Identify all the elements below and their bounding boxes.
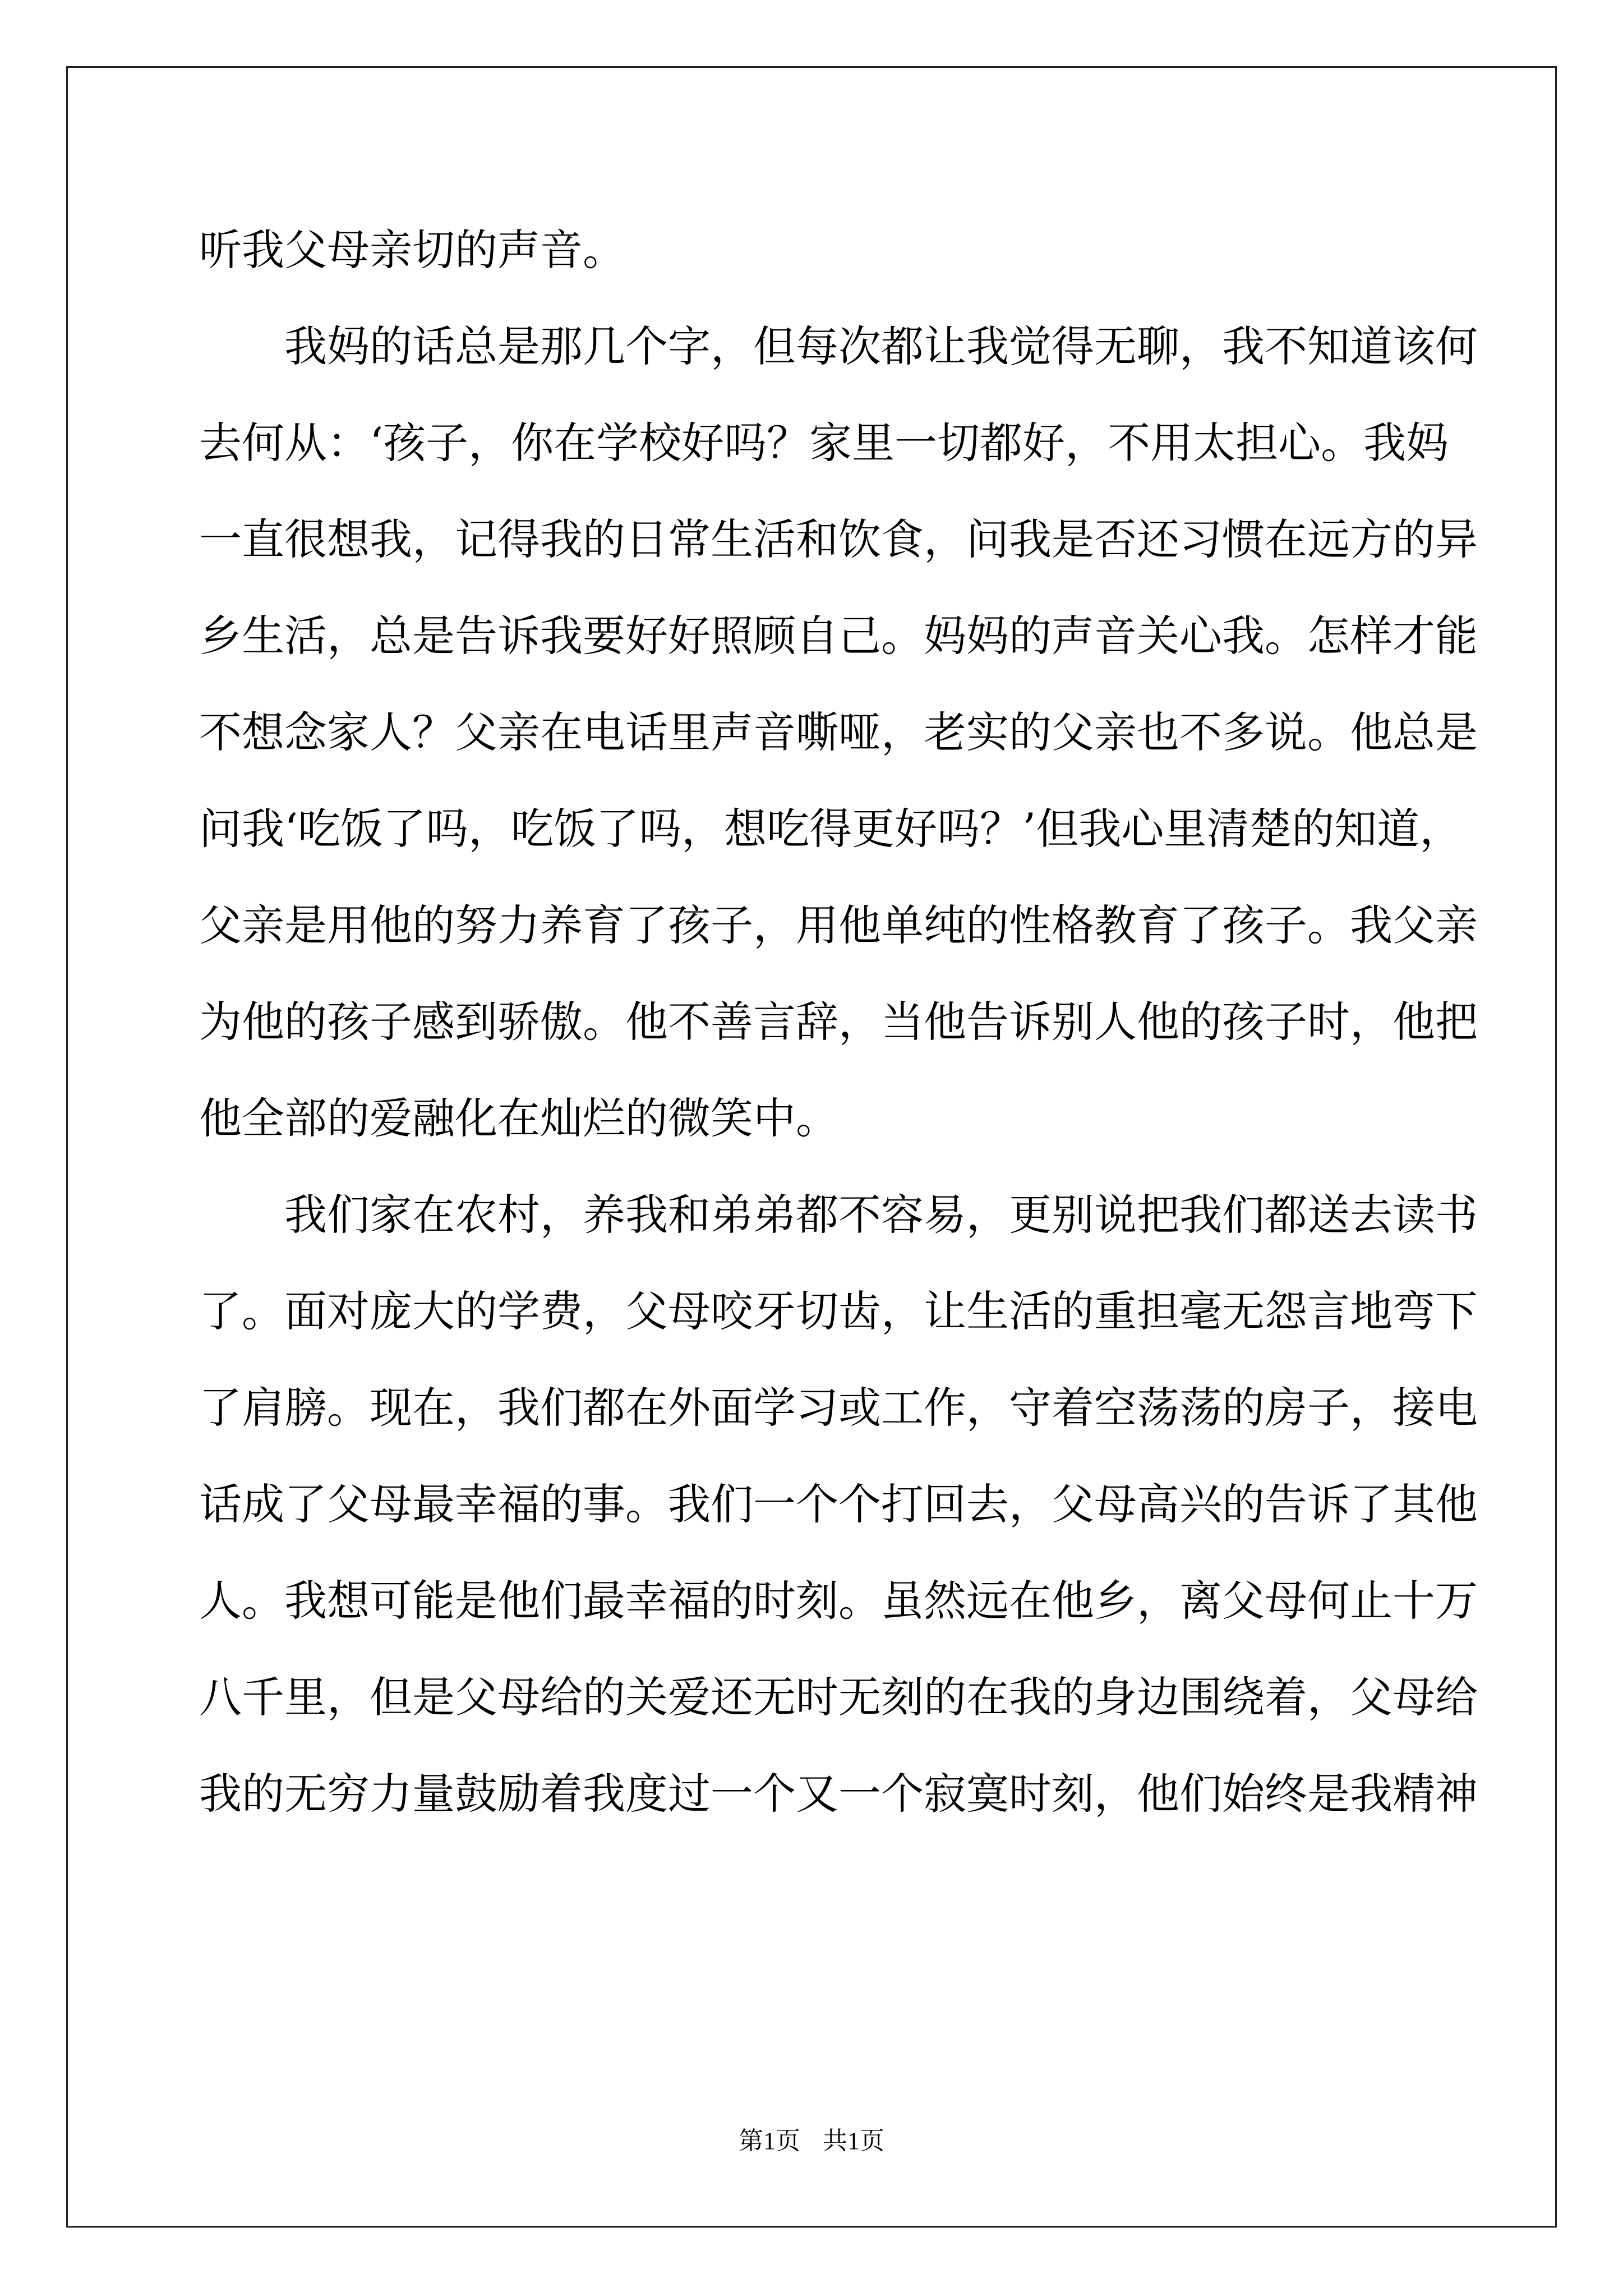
text-line: 了肩膀。现在，我们都在外面学习或工作，守着空荡荡的房子，接电 <box>199 1383 1478 1433</box>
page-total: 共1页 <box>823 2127 884 2155</box>
text-line: 一直很想我，记得我的日常生活和饮食，问我是否还习惯在远方的异 <box>199 514 1478 564</box>
text-line: 父亲是用他的努力养育了孩子，用他单纯的性格教育了孩子。我父亲 <box>199 900 1478 950</box>
text-line: 我的无穷力量鼓励着我度过一个又一个寂寞时刻，他们始终是我精神 <box>199 1769 1478 1819</box>
page-footer <box>0 2120 1623 2156</box>
text-line: 他全部的爱融化在灿烂的微笑中。 <box>199 1093 838 1143</box>
text-line: 为他的孩子感到骄傲。他不善言辞，当他告诉别人他的孩子时，他把 <box>199 997 1478 1047</box>
text-line: 听我父母亲切的声音。 <box>199 225 625 275</box>
text-line: 话成了父母最幸福的事。我们一个个打回去，父母高兴的告诉了其他 <box>199 1479 1478 1529</box>
text-line: 我妈的话总是那几个字，但每次都让我觉得无聊，我不知道该何 <box>284 321 1478 371</box>
text-line: 我们家在农村，养我和弟弟都不容易，更别说把我们都送去读书 <box>284 1190 1478 1240</box>
text-line: 问我‘吃饭了吗，吃饭了吗，想吃得更好吗？’但我心里清楚的知道， <box>199 804 1463 854</box>
page-number: 第1页 <box>739 2127 800 2155</box>
text-line: 乡生活，总是告诉我要好好照顾自己。妈妈的声音关心我。怎样才能 <box>199 611 1478 661</box>
text-line: 去何从：‘孩子，你在学校好吗？家里一切都好，不用太担心。我妈 <box>199 418 1449 468</box>
text-line: 人。我想可能是他们最幸福的时刻。虽然远在他乡，离父母何止十万 <box>199 1576 1478 1626</box>
text-line: 八千里，但是父母给的关爱还无时无刻的在我的身边围绕着，父母给 <box>199 1672 1478 1722</box>
text-line: 了。面对庞大的学费，父母咬牙切齿，让生活的重担毫无怨言地弯下 <box>199 1286 1478 1336</box>
text-line: 不想念家人？父亲在电话里声音嘶哑，老实的父亲也不多说。他总是 <box>199 707 1478 757</box>
document-body <box>199 202 1478 1842</box>
